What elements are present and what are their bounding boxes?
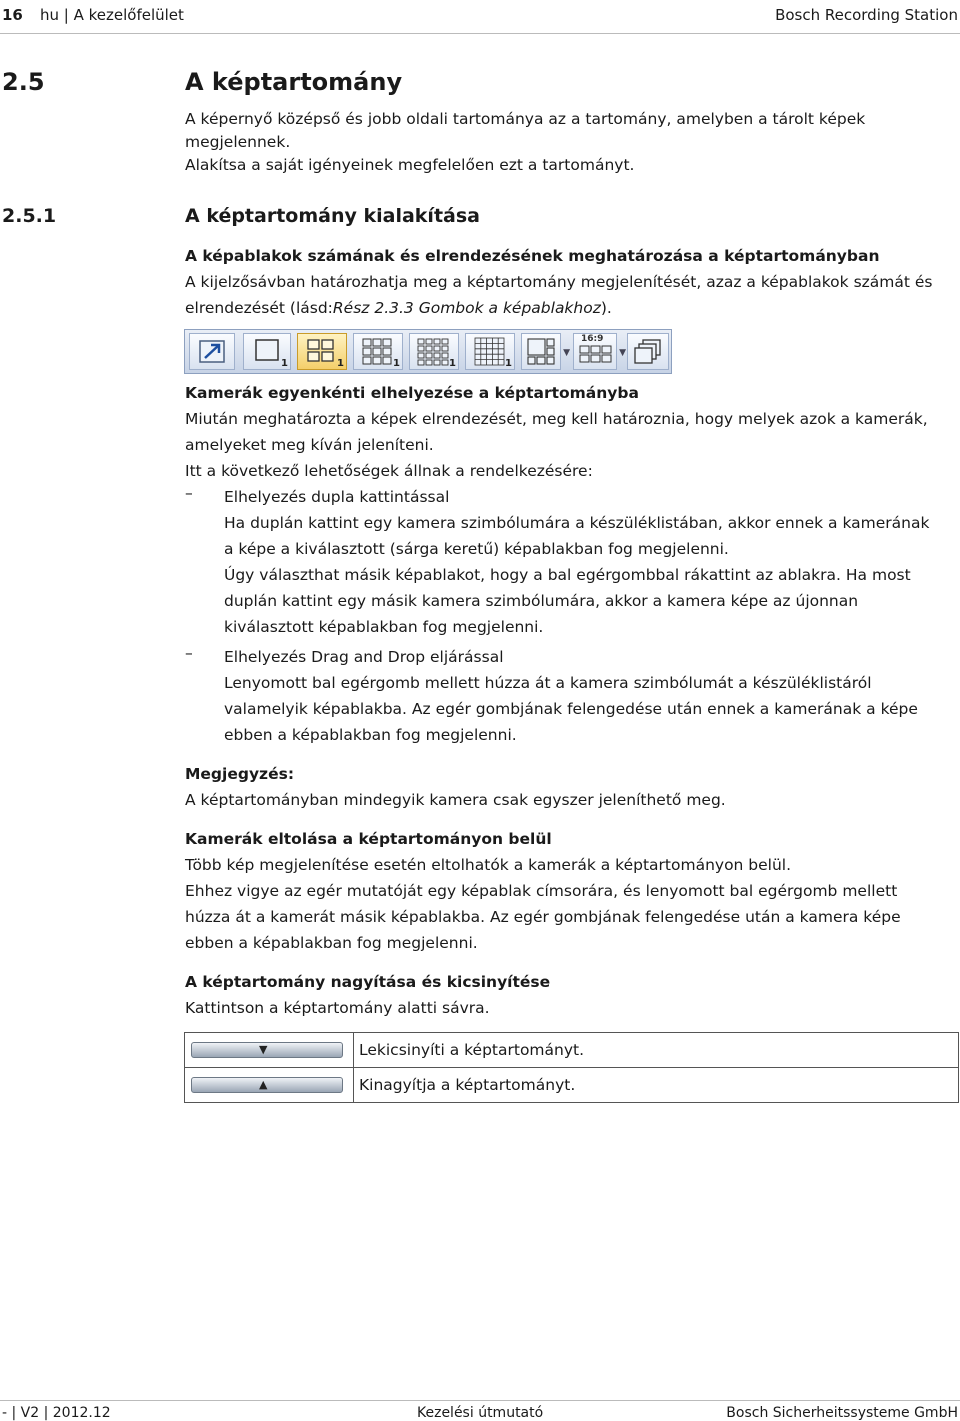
intro-line: A képernyő középső és jobb oldali tartománya az a tartomány, amelyben a tárolt képek <box>185 110 866 128</box>
bullet-line: kiválasztott képablakban fog megjelenni. <box>224 618 544 636</box>
layout-5x5-button[interactable] <box>465 333 515 370</box>
intro-line: Alakítsa a saját igényeinek megfelelően ezt a tartományt. <box>185 156 635 174</box>
bullet-doubleclick <box>224 484 960 640</box>
page-header <box>0 0 960 34</box>
zoom-block <box>185 969 957 1021</box>
footer-manual: Kezelési útmutató <box>417 1405 544 1421</box>
bullet-line: Lenyomott bal egérgomb mellett húzza át a kamera szimbólumát a készüléklistáról <box>224 674 872 692</box>
zoom-description: Kinagyítja a képtartományt. <box>354 1068 959 1103</box>
layout-heading: A képablakok számának és elrendezésének meghatározása a képtartományban <box>185 247 880 265</box>
arrow-up-icon: ▲ <box>259 1078 268 1091</box>
zoom-line: Kattintson a képtartomány alatti sávra. <box>185 999 490 1017</box>
bullet-dash: – <box>185 644 193 662</box>
bullet-line: a képe a kiválasztott (sárga keretű) képablakban fog megjelenni. <box>224 540 729 558</box>
place-block <box>185 380 957 484</box>
layout-badge: 1 <box>281 358 288 369</box>
cross-reference[interactable]: Rész 2.3.3 Gombok a képablakhoz <box>332 299 601 317</box>
move-line: Ehhez vigye az egér mutatóját egy képablak címsorára, és lenyomott bal egérgomb mellett <box>185 882 898 900</box>
arrow-down-icon: ▼ <box>259 1043 268 1056</box>
multi-view-button[interactable] <box>627 333 669 370</box>
section-title: A képtartomány <box>185 68 403 96</box>
layout-line: elrendezését (lásd:Rész 2.3.3 Gombok a képablakhoz). <box>185 299 612 317</box>
fullscreen-button[interactable] <box>189 333 235 370</box>
dropdown-arrow-icon[interactable]: ▼ <box>563 348 570 358</box>
bullet-line: valamelyik képablakba. Az egér gombjának felengedése után ennek a kamerának a képe <box>224 700 918 718</box>
aspect-ratio-button[interactable] <box>573 333 626 370</box>
place-heading: Kamerák egyenkénti elhelyezése a képtartományba <box>185 384 639 402</box>
move-line: húzza át a kamerát másik képablakba. Az egér gombjának felengedése után a kamera képe <box>185 908 901 926</box>
bullet-dash: – <box>185 484 193 502</box>
move-heading: Kamerák eltolása a képtartományon belül <box>185 830 552 848</box>
zoom-heading: A képtartomány nagyítása és kicsinyítése <box>185 973 551 991</box>
zoom-out-bar[interactable] <box>191 1042 343 1058</box>
mixed-grid-icon <box>522 334 560 369</box>
section-number: 2.5 <box>2 68 45 96</box>
bullet-line: duplán kattint egy másik kamera szimbólumára, akkor a kamera képe az újonnan <box>224 592 859 610</box>
aspect-ratio-label: 16:9 <box>581 334 604 344</box>
zoom-description: Lekicsinyíti a képtartományt. <box>354 1033 959 1068</box>
stacked-windows-icon <box>628 334 668 369</box>
expand-icon <box>190 334 234 369</box>
page-footer <box>0 1400 960 1421</box>
note-title: Megjegyzés: <box>185 765 295 783</box>
move-line: ebben a képablakban fog megjelenni. <box>185 934 478 952</box>
layout-badge: 1 <box>393 358 400 369</box>
table-row <box>185 1068 959 1103</box>
subsection-title: A képtartomány kialakítása <box>185 205 480 227</box>
zoom-table <box>184 1032 959 1103</box>
layout-badge: 1 <box>505 358 512 369</box>
bullet-line: ebben a képablakban fog megjelenni. <box>224 726 517 744</box>
move-block <box>185 826 957 956</box>
bullet-line: Úgy választhat másik képablakot, hogy a bal egérgombbal rákattint az ablakra. Ha most <box>224 566 911 584</box>
layout-3x3-button[interactable] <box>353 333 403 370</box>
subsection-number: 2.5.1 <box>2 205 57 227</box>
zoom-cell <box>185 1068 354 1103</box>
note-text: A képtartományban mindegyik kamera csak egyszer jeleníthető meg. <box>185 791 726 809</box>
intro-line: megjelennek. <box>185 133 291 151</box>
chapter-title: hu | A kezelőfelület <box>40 6 184 24</box>
layout-badge: 1 <box>449 358 456 369</box>
layout-1x1-button[interactable] <box>243 333 291 370</box>
bullet-title: Elhelyezés dupla kattintással <box>224 488 450 506</box>
table-row <box>185 1033 959 1068</box>
place-line: Miután meghatározta a képek elrendezését, meg kell határoznia, hogy melyek azok a kamerák, <box>185 410 928 428</box>
layout-badge: 1 <box>337 358 344 369</box>
section-intro <box>185 106 957 178</box>
move-line: Több kép megjelenítése esetén eltolhatók a kamerák a képtartományon belül. <box>185 856 792 874</box>
layout-block <box>185 243 957 321</box>
custom-layout-button[interactable] <box>521 333 570 370</box>
layout-toolbar <box>184 329 672 374</box>
options-line: Itt a következő lehetőségek állnak a rendelkezésére: <box>185 462 593 480</box>
product-name: Bosch Recording Station <box>775 6 958 24</box>
footer-company: Bosch Sicherheitssysteme GmbH <box>726 1405 958 1421</box>
zoom-in-bar[interactable] <box>191 1077 343 1093</box>
note-block <box>185 761 957 813</box>
place-line: amelyeket meg kíván jeleníteni. <box>185 436 434 454</box>
layout-line: A kijelzősávban határozhatja meg a képtartomány megjelenítését, azaz a képablakok számát és <box>185 273 933 291</box>
bullet-dragdrop <box>224 644 960 748</box>
page-number: 16 <box>2 6 23 24</box>
dropdown-arrow-icon[interactable]: ▼ <box>619 348 626 358</box>
footer-version: - | V2 | 2012.12 <box>2 1405 111 1421</box>
bullet-title: Elhelyezés Drag and Drop eljárással <box>224 648 504 666</box>
layout-2x2-button[interactable] <box>297 333 347 370</box>
layout-4x4-button[interactable] <box>409 333 459 370</box>
bullet-line: Ha duplán kattint egy kamera szimbólumára a készüléklistában, akkor ennek a kamerának <box>224 514 930 532</box>
zoom-cell <box>185 1033 354 1068</box>
